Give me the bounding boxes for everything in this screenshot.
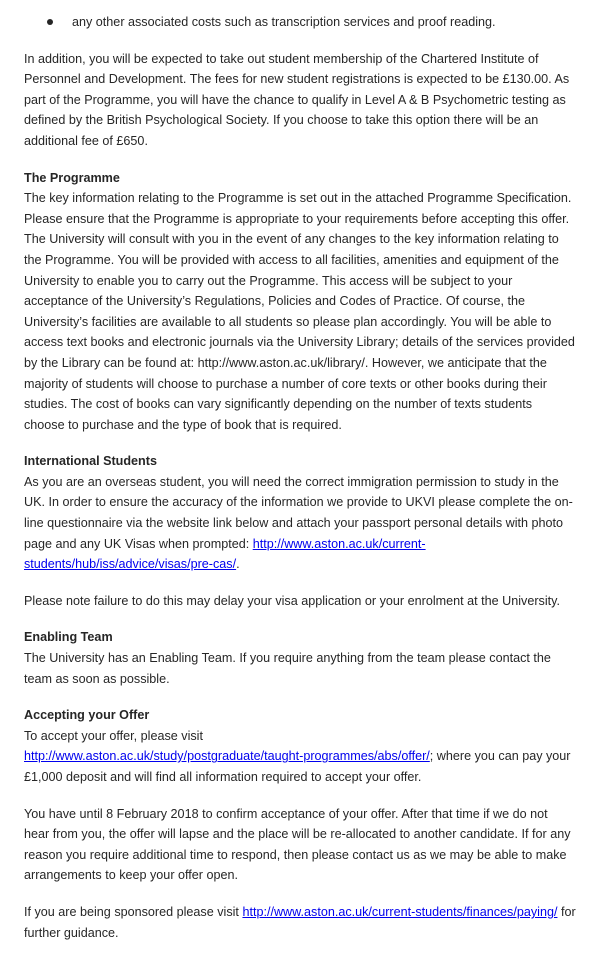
- list-item: [24, 12, 576, 33]
- membership-paragraph: In addition, you will be expected to take out student membership of the Chartered Institute of Personnel and Development. The fees for new student registrations is expected to be £130.00. As part of the Programme, you will have the chance to qualify in Level A & B Psychometric testing as defined by the British Psychological Society. If you choose to take this option there will be an additional fee of £650.: [24, 51, 570, 148]
- accepting-link-paragraph: [24, 746, 576, 787]
- bullet-icon: [47, 19, 53, 25]
- accepting-heading: Accepting your Offer: [24, 708, 150, 723]
- accepting-section: [24, 705, 576, 787]
- accepting-text-after-link: ; where you can pay your £1,000 deposit and will find all information required to accept your offer.: [24, 749, 571, 784]
- bullet-text: any other associated costs such as transcription services and proof reading.: [72, 15, 496, 29]
- enabling-heading: Enabling Team: [24, 630, 113, 645]
- document-page: [24, 12, 576, 959]
- sponsor-paragraph: [24, 902, 576, 943]
- programme-heading: The Programme: [24, 170, 120, 185]
- international-text-after-link: .: [236, 557, 240, 572]
- international-heading: International Students: [24, 454, 157, 469]
- enabling-text: The University has an Enabling Team. If you require anything from the team please contact the team as soon as possible.: [24, 651, 551, 686]
- programme-section: [24, 168, 576, 436]
- sponsor-text-after-link: for further guidance.: [24, 904, 576, 940]
- accepting-visit-line: To accept your offer, please visit: [24, 728, 203, 743]
- finances-paying-link[interactable]: http://www.aston.ac.uk/current-students/finances/paying/: [242, 904, 558, 919]
- sponsor-text-before-link: If you are being sponsored please visit: [24, 904, 243, 919]
- enabling-section: [24, 627, 576, 689]
- programme-text: The key information relating to the Programme is set out in the attached Programme Specification. Please ensure that the Programme is appropriate to your requirements before accepting this offer. The University will consult with you in the event of any changes to the key information relating to the Programme. You will be provided with access to all facilities, amenities and equipment of the University to enable you to carry out the Programme. This access will be subject to your acceptance of the University’s Regulations, Policies and Codes of Practice. Of course, the University’s facilities are available to all students so please plan accordingly. You will be able to access text books and electronic journals via the University Library; details of the services provided by the Library can be found at: http://www.aston.ac.uk/library/. However, we anticipate that the majority of students will choose to purchase a number of core texts or other books during their studies. The cost of books can vary significantly depending on the number of texts students choose to purchase and the type of book that is required.: [24, 191, 575, 432]
- visa-pre-cas-link[interactable]: http://www.aston.ac.uk/current-students/hub/iss/advice/visas/pre-cas/: [24, 536, 426, 572]
- international-text-before-link: As you are an overseas student, you will need the correct immigration permission to study in the UK. In order to ensure the accuracy of the information we provide to UKVI please complete the on-line questionnaire via the website link below and attach your passport personal details with photo page and any UK Visas when prompted:: [24, 474, 573, 551]
- costs-bullet-list: [24, 12, 576, 33]
- international-section: [24, 451, 576, 575]
- visa-delay-note: Please note failure to do this may delay your visa application or your enrolment at the University.: [24, 593, 560, 608]
- international-text: [24, 472, 576, 575]
- deadline-paragraph: You have until 8 February 2018 to confirm acceptance of your offer. After that time if we do not hear from you, the offer will lapse and the place will be re-allocated to another candidate. If for any reason you require additional time to respond, then please contact us as we may be able to make arrangements to keep your offer open.: [24, 806, 571, 883]
- offer-acceptance-link[interactable]: http://www.aston.ac.uk/study/postgraduate/taught-programmes/abs/offer/: [24, 749, 430, 764]
